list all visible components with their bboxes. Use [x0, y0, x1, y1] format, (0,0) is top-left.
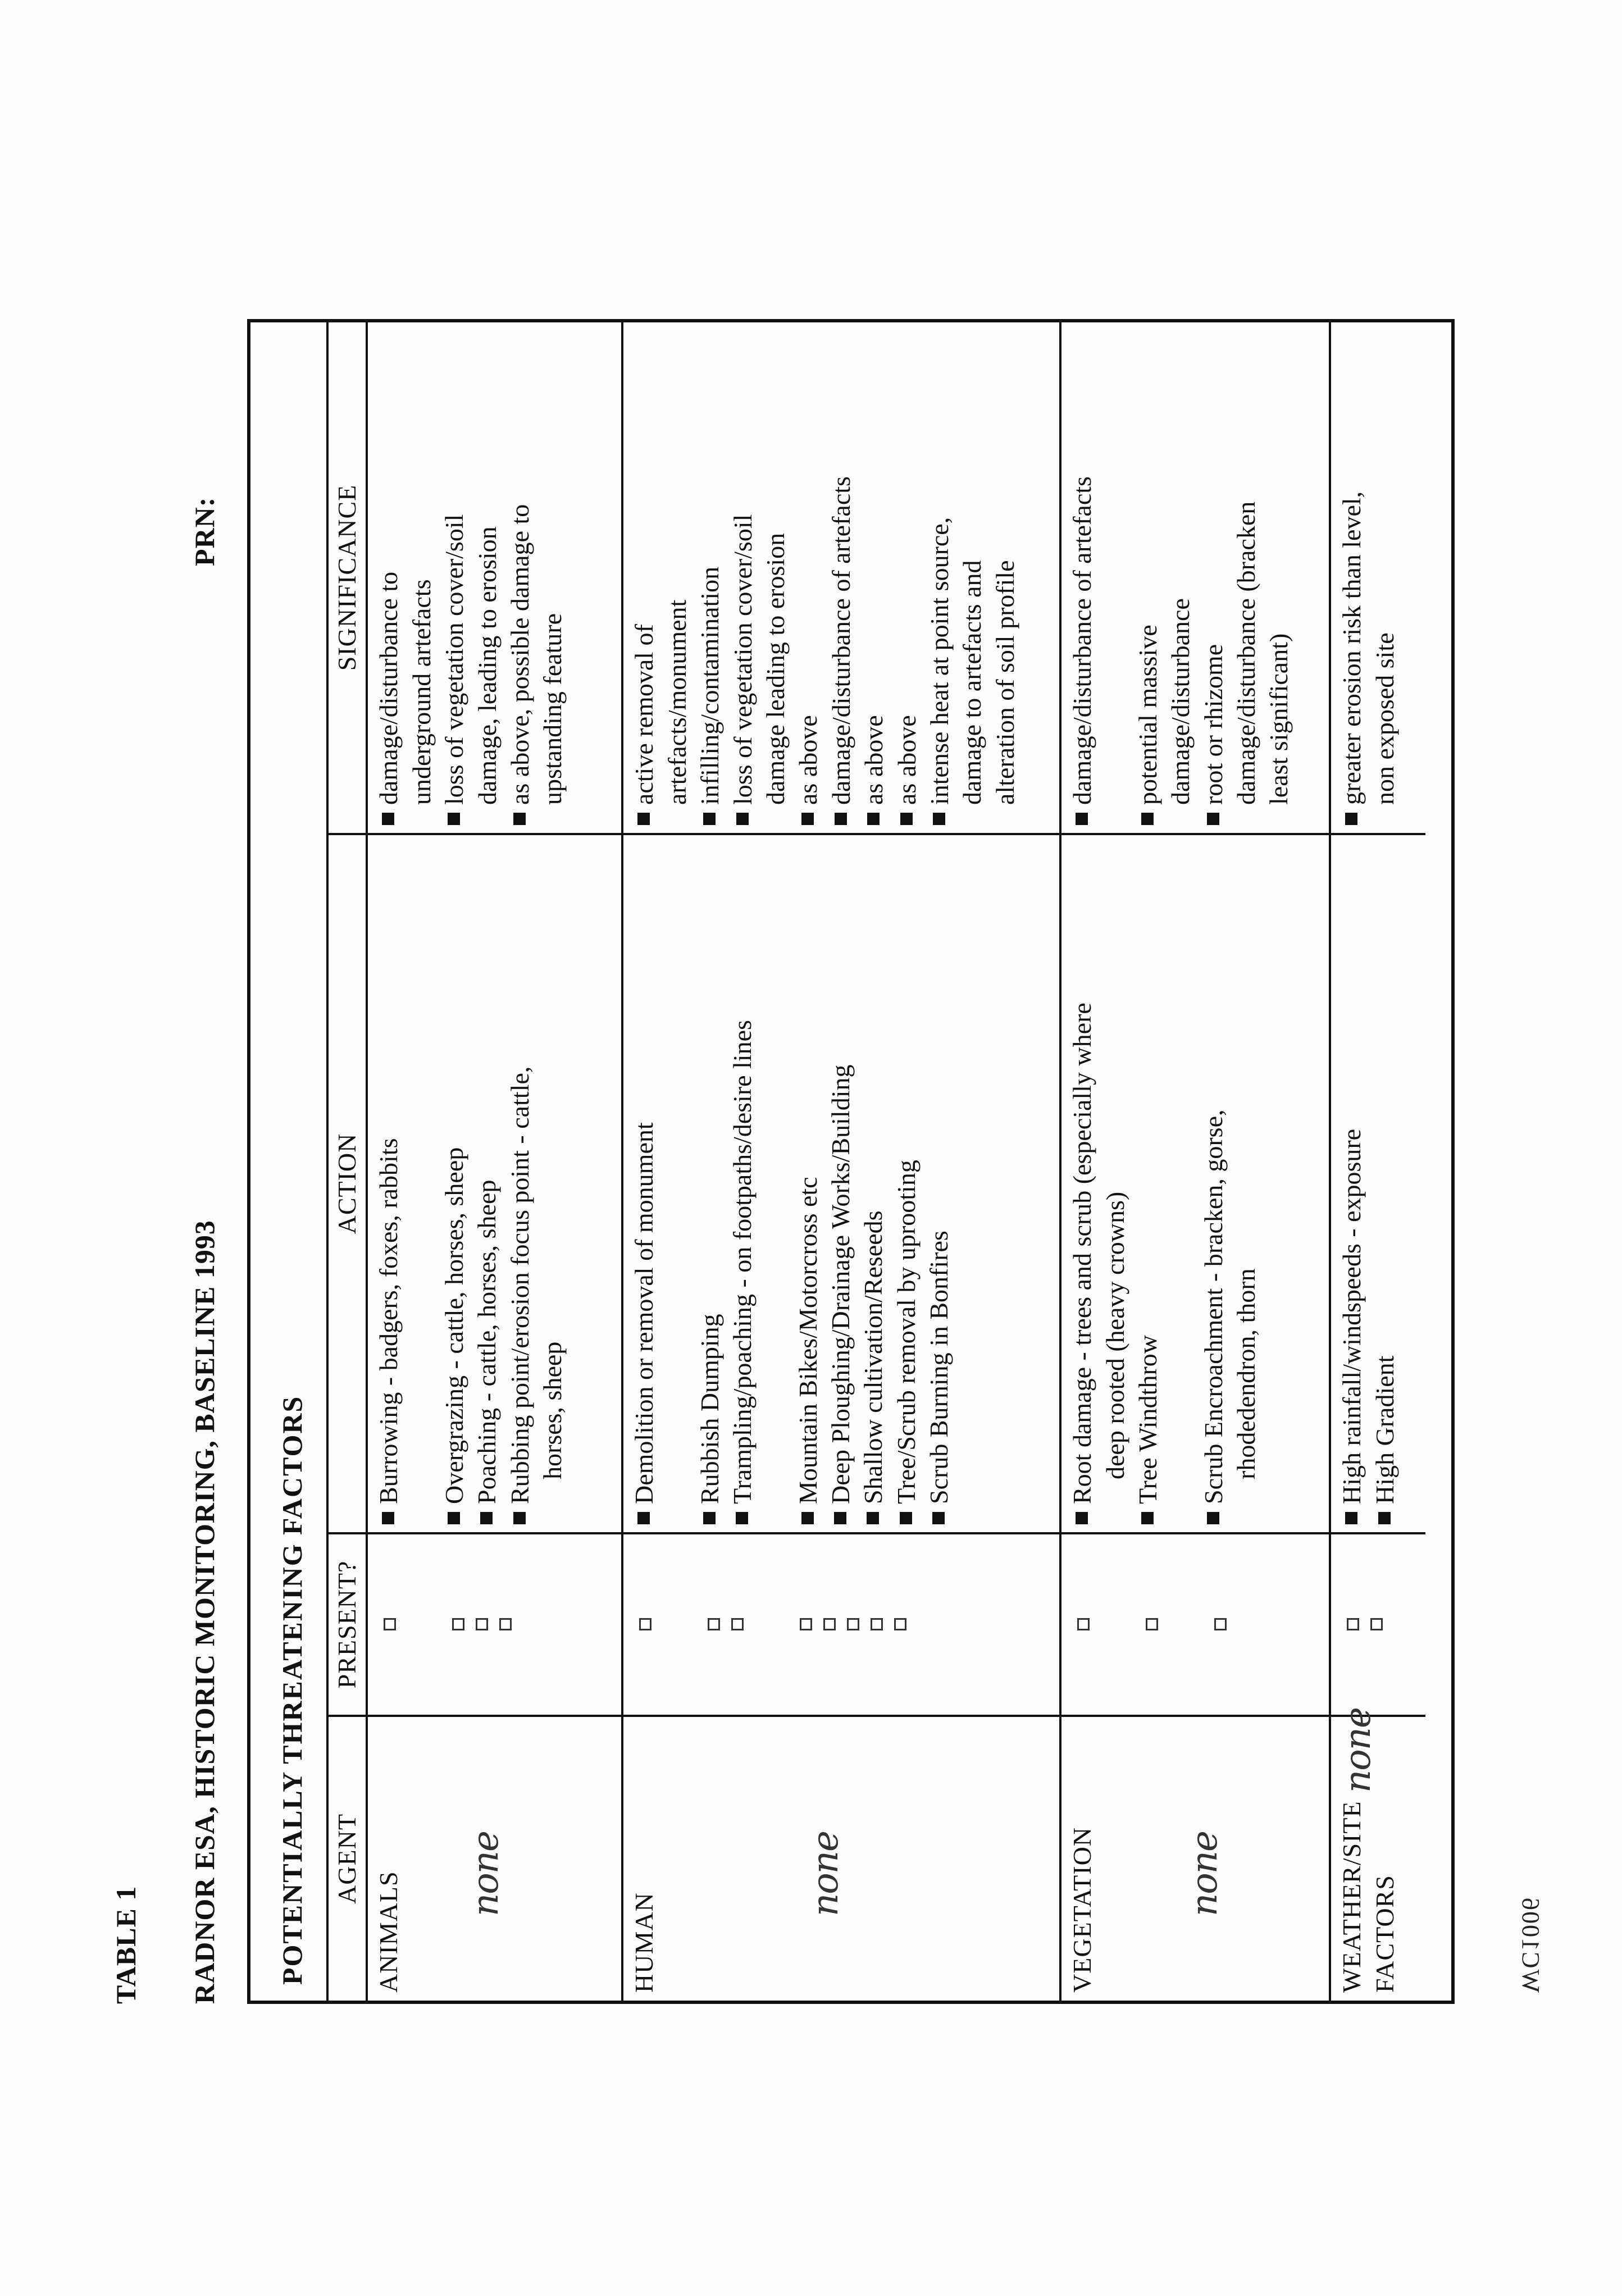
- table-label: TABLE 1: [110, 1885, 142, 2004]
- bullet-icon: [448, 813, 460, 825]
- bullet-icon: [1076, 813, 1088, 825]
- present-checkbox[interactable]: [1146, 1619, 1158, 1631]
- present-checkbox[interactable]: [871, 1619, 883, 1631]
- bullet-icon: [637, 1512, 650, 1524]
- action-item: High Gradient: [1369, 843, 1401, 1524]
- agent-cell: [1330, 1708, 1425, 2001]
- bullet-icon: [1076, 1512, 1088, 1524]
- bullet-icon: [736, 813, 749, 825]
- action-item: Poaching - cattle, horses, sheep: [471, 843, 503, 1524]
- bullet-icon: [448, 1512, 460, 1524]
- significance-item: loss of vegetation cover/soil: [438, 330, 471, 825]
- action-item: High rainfall/windspeeds - exposure: [1336, 843, 1368, 1524]
- action-item: Root damage - trees and scrub (especially where: [1066, 843, 1099, 1524]
- present-checkbox[interactable]: [708, 1619, 720, 1631]
- bullet-icon: [900, 1512, 912, 1524]
- significance-cell: [367, 322, 622, 834]
- action-item: Demolition or removal of monument: [628, 843, 660, 1524]
- table-row: [1330, 322, 1425, 2001]
- significance-item: infilling/contamination: [694, 330, 726, 825]
- action-header: ACTION: [327, 834, 367, 1533]
- factors-table: [326, 322, 1425, 2001]
- prn-label: PRN:: [189, 496, 220, 566]
- bullet-icon: [1207, 1512, 1219, 1524]
- action-cell: [367, 834, 622, 1533]
- significance-item-continued: non exposed site: [1370, 632, 1399, 805]
- present-checkbox[interactable]: [384, 1619, 396, 1631]
- action-item: Scrub Burning in Bonfires: [923, 843, 955, 1524]
- handwritten-note: none: [465, 1832, 507, 1916]
- bullet-icon: [900, 813, 913, 825]
- significance-item-continued: artefacts/monument: [662, 599, 691, 805]
- action-item: Deep Ploughing/Drainage Works/Building: [824, 843, 857, 1524]
- bullet-icon: [513, 1512, 526, 1524]
- action-item: Rubbing point/erosion focus point - cattle,: [504, 843, 536, 1524]
- significance-item-continued: damage to artefacts and: [958, 560, 987, 805]
- action-cell: [1330, 834, 1425, 1533]
- significance-item: as above: [891, 330, 923, 825]
- bullet-icon: [835, 813, 847, 825]
- present-checkbox[interactable]: [1370, 1619, 1383, 1631]
- action-item: Rubbish Dumping: [694, 843, 726, 1524]
- significance-item: as above, possible damage to: [504, 330, 536, 825]
- significance-item: as above: [858, 330, 890, 825]
- bullet-icon: [1141, 813, 1154, 825]
- bullet-icon: [382, 813, 394, 825]
- significance-item-continued: damage/disturbance (bracken: [1232, 501, 1261, 805]
- bullet-icon: [867, 813, 880, 825]
- bullet-icon: [382, 1512, 394, 1524]
- significance-item: damage/disturbance of artefacts: [1066, 330, 1099, 825]
- significance-item-continued: upstanding feature: [538, 613, 567, 805]
- significance-item-continued: damage leading to erosion: [761, 532, 790, 805]
- bullet-icon: [513, 813, 526, 825]
- bullet-icon: [703, 1512, 716, 1524]
- section-heading: POTENTIALLY THREATENING FACTORS: [276, 1395, 308, 1985]
- bullet-icon: [933, 813, 945, 825]
- factors-frame: [247, 319, 1455, 2004]
- significance-item: damage/disturbance to: [372, 330, 405, 825]
- agent-label: HUMAN: [630, 1892, 659, 1993]
- bullet-icon: [1207, 813, 1219, 825]
- action-item: Overgrazing - cattle, horses, sheep: [438, 843, 471, 1524]
- present-checkbox[interactable]: [639, 1619, 651, 1631]
- bullet-icon: [703, 813, 716, 825]
- bullet-icon: [480, 1512, 493, 1524]
- document-title: RADNOR ESA, HISTORIC MONITORING, BASELINE 1993: [189, 1220, 220, 2004]
- present-checkbox[interactable]: [823, 1619, 836, 1631]
- significance-item-continued: damage/disturbance: [1166, 598, 1195, 805]
- significance-header: SIGNIFICANCE: [327, 322, 367, 834]
- action-item: Burrowing - badgers, foxes, rabbits: [372, 843, 405, 1524]
- action-item: Trampling/poaching - on footpaths/desire lines: [726, 843, 759, 1524]
- bullet-icon: [867, 1512, 879, 1524]
- agent-cell: [622, 1716, 1060, 2001]
- handwritten-note: none: [1337, 1708, 1379, 1793]
- significance-item: potential massive: [1132, 330, 1164, 825]
- bullet-icon: [736, 1512, 748, 1524]
- bullet-icon: [834, 1512, 846, 1524]
- present-checkbox[interactable]: [847, 1619, 859, 1631]
- agent-label: WEATHER/SITE: [1337, 1801, 1366, 1993]
- significance-item: active removal of: [628, 330, 660, 825]
- significance-item: root or rhizome: [1197, 330, 1230, 825]
- present-checkbox[interactable]: [1214, 1619, 1227, 1631]
- agent-header: AGENT: [327, 1716, 367, 2001]
- agent-label: VEGETATION: [1068, 1826, 1097, 1993]
- significance-cell: [1330, 322, 1425, 834]
- action-cell: [1060, 834, 1330, 1533]
- significance-item: as above: [792, 330, 824, 825]
- footer-code: WC1006: [1517, 1897, 1544, 1993]
- present-cell: [1330, 1533, 1425, 1716]
- action-cell: [622, 834, 1060, 1533]
- bullet-icon: [1345, 813, 1357, 825]
- agent-cell: [367, 1716, 622, 2001]
- agent-cell: [1060, 1716, 1330, 2001]
- table-row: [1060, 322, 1330, 2001]
- present-checkbox[interactable]: [894, 1619, 906, 1631]
- significance-item-continued: least significant): [1264, 633, 1293, 805]
- action-item-continued: rhodedendron, thorn: [1232, 1268, 1261, 1479]
- significance-item: damage/disturbance of artefacts: [825, 330, 858, 825]
- action-item-continued: horses, sheep: [538, 1341, 567, 1479]
- agent-label-line2: FACTORS: [1370, 1875, 1399, 1993]
- significance-item: loss of vegetation cover/soil: [727, 330, 759, 825]
- bullet-icon: [801, 813, 814, 825]
- significance-item: greater erosion risk than level,: [1336, 330, 1368, 825]
- header-row: [327, 322, 367, 2001]
- significance-item: intense heat at point source,: [923, 330, 956, 825]
- present-header: PRESENT?: [327, 1533, 367, 1716]
- present-checkbox[interactable]: [1347, 1619, 1359, 1631]
- handwritten-note: none: [805, 1832, 847, 1916]
- present-checkbox[interactable]: [1077, 1619, 1090, 1631]
- significance-item-continued: damage, leading to erosion: [472, 526, 502, 805]
- present-cell: [1060, 1533, 1330, 1716]
- table-row: [622, 322, 1060, 2001]
- action-item: Tree Windthrow: [1132, 843, 1164, 1524]
- significance-item-continued: alteration of soil profile: [990, 560, 1019, 805]
- present-checkbox[interactable]: [452, 1619, 464, 1631]
- present-checkbox[interactable]: [499, 1619, 512, 1631]
- handwritten-note: none: [1184, 1832, 1226, 1916]
- present-cell: [367, 1533, 622, 1716]
- action-item-continued: deep rooted (heavy crowns): [1100, 1191, 1129, 1479]
- bullet-icon: [1345, 1512, 1357, 1524]
- bullet-icon: [1378, 1512, 1391, 1524]
- table-row: [367, 322, 622, 2001]
- present-checkbox[interactable]: [800, 1619, 812, 1631]
- present-checkbox[interactable]: [476, 1619, 488, 1631]
- present-cell: [622, 1533, 1060, 1716]
- agent-label: ANIMALS: [374, 1871, 403, 1993]
- bullet-icon: [801, 1512, 814, 1524]
- action-item: Shallow cultivation/Reseeds: [857, 843, 890, 1524]
- action-item: Tree/Scrub removal by uprooting: [890, 843, 923, 1524]
- present-checkbox[interactable]: [731, 1619, 744, 1631]
- significance-item-continued: underground artefacts: [407, 579, 436, 805]
- significance-cell: [622, 322, 1060, 834]
- action-item: Scrub Encroachment - bracken, gorse,: [1197, 843, 1230, 1524]
- action-item: Mountain Bikes/Motorcross etc: [792, 843, 824, 1524]
- bullet-icon: [637, 813, 650, 825]
- bullet-icon: [1141, 1512, 1154, 1524]
- significance-cell: [1060, 322, 1330, 834]
- bullet-icon: [932, 1512, 945, 1524]
